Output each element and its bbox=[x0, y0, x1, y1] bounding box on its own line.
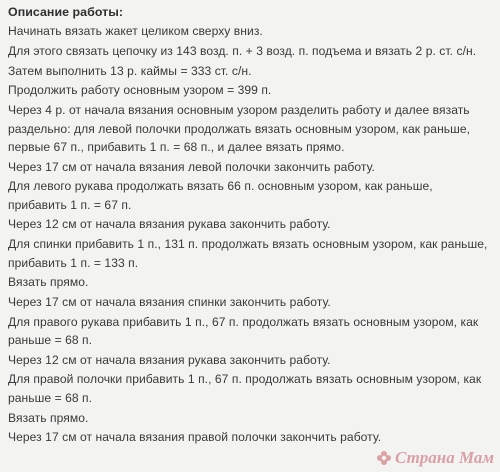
document-body bbox=[8, 22, 494, 446]
paragraph-line: Для спинки прибавить 1 п., 131 п. продолжать вязать основным узором, как раньше, bbox=[8, 237, 488, 252]
paragraph bbox=[8, 101, 494, 156]
paragraph bbox=[8, 293, 494, 311]
paragraph-line: Вязать прямо. bbox=[8, 410, 89, 425]
paragraph-line: Начинать вязать жакет целиком сверху вниз. bbox=[8, 24, 263, 39]
paragraph bbox=[8, 273, 494, 291]
paragraph-line: Затем выполнить 13 р. каймы = 333 ст. с/н. bbox=[8, 63, 252, 78]
paragraph-line: первые 67 п., прибавить 1 п. = 68 п., и далее вязать прямо. bbox=[8, 139, 345, 154]
paragraph-line: раздельно: для левой полочки продолжать вязать основным узором, как раньше, bbox=[8, 121, 471, 136]
paragraph-line: Продолжить работу основным узором = 399 п. bbox=[8, 83, 272, 98]
paragraph bbox=[8, 351, 494, 369]
paragraph bbox=[8, 428, 494, 446]
paragraph bbox=[8, 409, 494, 427]
paragraph-line: Через 17 см от начала вязания спинки закончить работу. bbox=[8, 294, 331, 309]
paragraph bbox=[8, 42, 494, 60]
paragraph-line: Для правого рукава прибавить 1 п., 67 п. продолжать вязать основным узором, как bbox=[8, 314, 479, 329]
paragraph-line: прибавить 1 п. = 67 п. bbox=[8, 197, 132, 212]
paragraph bbox=[8, 215, 494, 233]
paragraph bbox=[8, 22, 494, 40]
paragraph-line: Для правой полочки прибавить 1 п., 67 п. продолжать вязать основным узором, как bbox=[8, 372, 482, 387]
paragraph-line: Через 4 р. от начала вязания основным узором разделить работу и далее вязать bbox=[8, 103, 470, 118]
paragraph bbox=[8, 235, 494, 272]
paragraph-line: раньше = 68 п. bbox=[8, 333, 93, 348]
flower-logo-icon bbox=[376, 450, 392, 466]
paragraph-line: Для левого рукава продолжать вязать 66 п. основным узором, как раньше, bbox=[8, 179, 433, 194]
paragraph-line: Через 17 см от начала вязания правой полочки закончить работу. bbox=[8, 430, 382, 445]
site-watermark bbox=[376, 448, 494, 468]
watermark-text: Страна Мам bbox=[394, 448, 494, 467]
paragraph-line: Вязать прямо. bbox=[8, 275, 89, 290]
paragraph bbox=[8, 313, 494, 350]
paragraph bbox=[8, 158, 494, 176]
paragraph-line: Через 17 см от начала вязания левой полочки закончить работу. bbox=[8, 159, 375, 174]
document-title: Описание работы: bbox=[8, 5, 124, 19]
paragraph bbox=[8, 81, 494, 99]
paragraph-line: раньше = 68 п. bbox=[8, 390, 93, 405]
paragraph-line: прибавить 1 п. = 133 п. bbox=[8, 255, 139, 270]
paragraph-line: Через 12 см от начала вязания рукава закончить работу. bbox=[8, 352, 331, 367]
paragraph-line: Через 12 см от начала вязания рукава закончить работу. bbox=[8, 217, 331, 232]
paragraph bbox=[8, 370, 494, 407]
paragraph bbox=[8, 177, 494, 214]
paragraph-line: Для этого связать цепочку из 143 возд. п. + 3 возд. п. подъема и вязать 2 р. ст. с/н. bbox=[8, 44, 477, 58]
paragraph bbox=[8, 62, 494, 80]
